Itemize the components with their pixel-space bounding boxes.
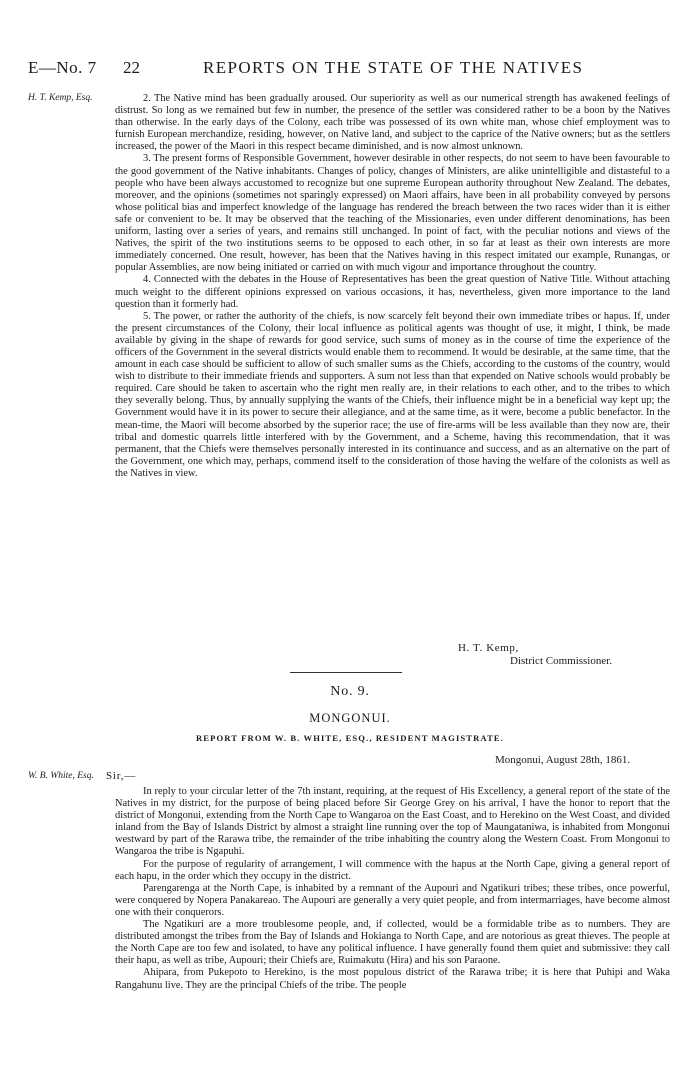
section-divider (290, 672, 402, 673)
signature-name: H. T. Kemp, (458, 642, 519, 654)
page-number: 22 (123, 58, 140, 77)
white-paragraph-3: Parengarenga at the North Cape, is inhabited by a remnant of the Aupouri and Ngatikuri tribes; these tribes, once powerful, were conquered by Nopera Panakareao. The Aupouri are generally a very quiet people, and from intermarriages, have become almost one with their conquerors. (115, 882, 670, 918)
white-paragraph-1: In reply to your circular letter of the 7th instant, requiring, at the request of His Excellency, a general report of the state of the Natives in my district, for the purpose of being placed before Sir George Grey on his arrival, I have the honor to report that the district of Mongonui, extending from the North Cape to Wangaroa on the East Coast, and to Herekino on the West Coast, and divided inland from the Bay of Islands District by almost a straight line running over the top of Maungataniwa, is inhabited from Mongonui westward by part of the Rarawa tribe, the remainder of the tribe inhabiting the country along the Western Coast. From Mongonui to Wangaroa the tribe is Ngapuhi. (115, 786, 670, 858)
kemp-report-body (115, 93, 670, 480)
paragraph-3: 3. The present forms of Responsible Government, however desirable in other respects, do not seem to have been favourable to the good government of the Native inhabitants. Changes of policy, changes of Ministers, are alike unintelligible and distasteful to a people who have been always accustomed to recognize but one supreme European authority throughout New Zealand. The debates, moreover, and the opinions (sometimes not sparingly expressed) on Maori affairs, have been in all probability conveyed by persons whose political bias and imperfect knowledge of the language has rendered the breach between the two races wider than it is either safe or convenient to be. It may be observed that the teaching of the Missionaries, even under different denominations, has been uniform, lasting over a series of years, and remains still unchanged. In point of fact, with the peculiar notions and views of the Natives, the spirit of the two institutions seems to be opposed to each other, in so far at least as their own interests are more immediately concerned. One result, however, has been that the Natives having in this respect imitated our example, Runangas, or popular Assemblies, are now being initiated or carried on with much vigour and importance throughout the country. (115, 153, 670, 274)
paragraph-2: 2. The Native mind has been gradually aroused. Our superiority as well as our numerical strength has awakened feelings of distrust. So long as we remained but few in number, the presence of the settler was considered rather to be a boon by the Natives than otherwise. In the early days of the Colony, each tribe was possessed of its own white man, whose chief employment was to furnish European merchandize, residing, however, on Native land, and subject to the caprice of the Native owners; but as the settlers increased, the power of the Maori in this respect became diminished, and is now almost unknown. (115, 93, 670, 153)
signature-title: District Commissioner. (510, 655, 613, 667)
paragraph-5: 5. The power, or rather the authority of the chiefs, is now scarcely felt beyond their own immediate tribes or hapus. If, under the present circumstances of the Colony, their local influence as political agents was thought of use, it might, I think, be made available by giving in the shape of rewards for good service, such sums of money as in the course of time the experience of the officers of the Government in the several districts would enable them to recommend. It would be desirable, at the same time, that the amount in each case should be sufficient to allow of such smaller sums as the Chiefs, according to the customs of the country, would wish to distribute to their immediate friends and supporters. A sum not less than that expended on Native schools would probably be required. Care should be taken to ascertain who the right men really are, in their relations to each other, and to the tribes to which they severally belong. Thus, by annually supplying the wants of the Chiefs, their influence might be in a beneficial way kept up; the Government would have it in its power to secure their allegiance, and at the same time, as it were, become a public benefactor. In the mean-time, the Maori will become absorbed by the superior race; the use of fire-arms will be less available than they now are, their tribal and domestic quarrels little interfered with by the Government, and a Scheme, having this recommendation, that it was permanent, that the Chiefs were themselves personally interested in its continuance and success, and as an alternative on the part of the Government, one which may, perhaps, commend itself to the consideration of those having the welfare of the colonists as well as the Natives in view. (115, 310, 670, 479)
white-paragraph-2: For the purpose of regularity of arrangement, I will commence with the hapus at the North Cape, giving a general report of each hapu, in the order which they occupy in the district. (115, 858, 670, 882)
margin-note-kemp: H. T. Kemp, Esq. (28, 93, 93, 103)
salutation: Sir,— (106, 770, 137, 782)
margin-note-white: W. B. White, Esq. (28, 771, 94, 781)
section-place: MONGONUI. (309, 711, 391, 725)
white-paragraph-4: The Ngatikuri are a more troublesome people, and, if collected, would be a formidable tribe as to numbers. They are distributed amongst the tribes from the Bay of Islands and Hokianga to North Cape, and are notorious as great thieves. The people at the North Cape are too few and isolated, to have any political influence. I have generally found them quiet and submissive: they call their hapu, as well as tribe, Aupouri; their Chiefs are, Ruimakutu (Hira) and his son Paraone. (115, 919, 670, 967)
page-header (28, 58, 672, 80)
report-title: REPORT FROM W. B. WHITE, ESQ., RESIDENT MAGISTRATE. (195, 733, 505, 743)
running-title: REPORTS ON THE STATE OF THE NATIVES (203, 58, 584, 77)
dateline: Mongonui, August 28th, 1861. (495, 754, 631, 766)
white-report-body (115, 786, 670, 992)
section-number: No. 9. (330, 684, 370, 699)
white-paragraph-5: Ahipara, from Pukepoto to Herekino, is the most populous district of the Rarawa tribe; it is here that Puhipi and Waka Rangahunu live. They are the principal Chiefs of the tribe. The people (115, 967, 670, 991)
paragraph-4: 4. Connected with the debates in the House of Representatives has been the great question of Native Title. Without attaching much weight to the different opinions expressed on various occasions, it has, nevertheless, given more importance to the land question than it formerly had. (115, 274, 670, 310)
document-reference: E—No. 7 (28, 58, 97, 77)
